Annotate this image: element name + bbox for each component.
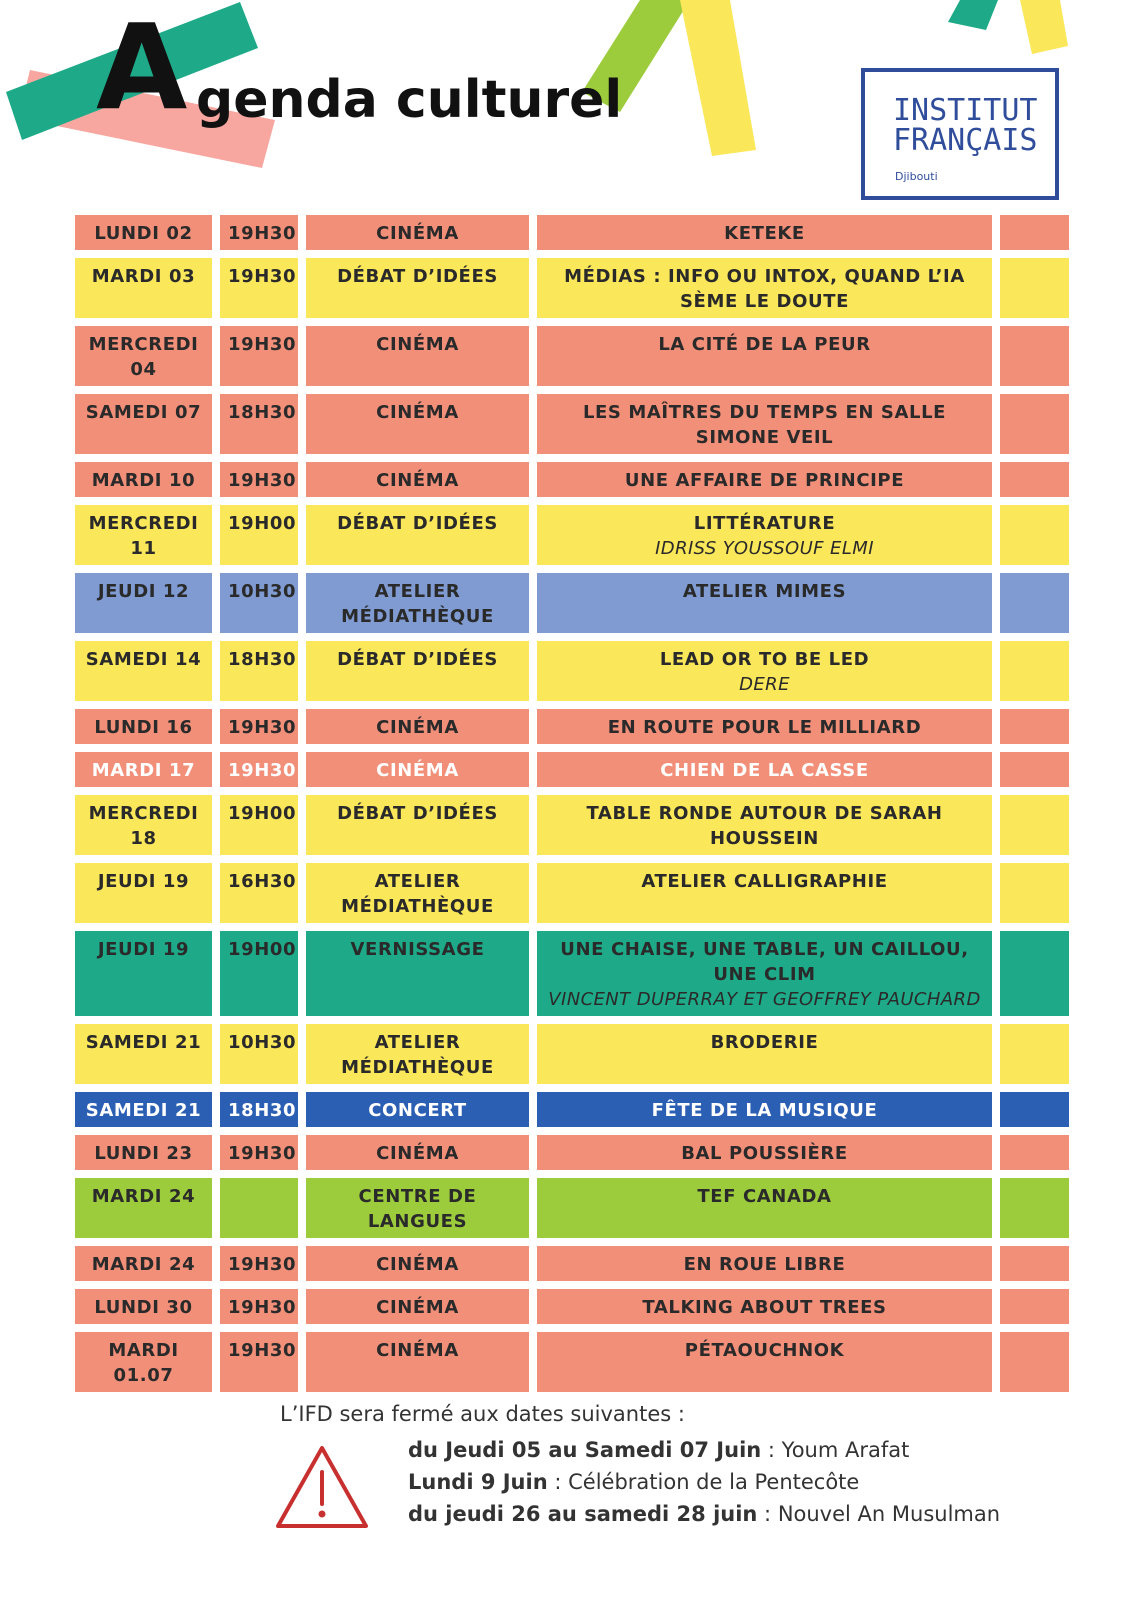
event-title <box>537 258 992 318</box>
deco-teal-strip-right <box>948 0 998 30</box>
event-title <box>537 1024 992 1084</box>
event-extra-cell <box>1000 326 1069 386</box>
institut-francais-logo <box>861 68 1059 200</box>
agenda-row <box>75 795 1069 855</box>
event-day: SAMEDI 07 <box>75 394 212 454</box>
agenda-row <box>75 573 1069 633</box>
event-extra-cell <box>1000 258 1069 318</box>
event-extra-cell <box>1000 394 1069 454</box>
event-category: CINÉMA <box>306 1246 529 1281</box>
event-day: MARDI 24 <box>75 1246 212 1281</box>
event-subtitle: VINCENT DUPERRAY ET GEOFFREY PAUCHARD <box>548 989 981 1010</box>
event-time: 19H30 <box>220 462 298 497</box>
agenda-row <box>75 1024 1069 1084</box>
event-time: 10H30 <box>220 1024 298 1084</box>
event-title <box>537 863 992 923</box>
event-title <box>537 1135 992 1170</box>
event-category: DÉBAT D’IDÉES <box>306 641 529 701</box>
event-category: ATELIER MÉDIATHÈQUE <box>306 863 529 923</box>
event-extra-cell <box>1000 641 1069 701</box>
event-time: 19H30 <box>220 258 298 318</box>
event-title <box>537 326 992 386</box>
logo-subtitle: Djibouti <box>895 170 938 183</box>
event-time: 19H30 <box>220 709 298 744</box>
event-title-text: UNE AFFAIRE DE PRINCIPE <box>624 470 905 491</box>
event-category: CINÉMA <box>306 752 529 787</box>
closure-separator: : <box>761 1438 782 1462</box>
event-title-text: EN ROUE LIBRE <box>683 1254 846 1275</box>
deco-yellow-strip <box>680 0 756 156</box>
event-title <box>537 462 992 497</box>
agenda-row <box>75 1135 1069 1170</box>
agenda-row <box>75 709 1069 744</box>
event-extra-cell <box>1000 1135 1069 1170</box>
logo-line-1: INSTITUT <box>893 93 1038 128</box>
agenda-table <box>75 215 1069 1400</box>
event-category: CINÉMA <box>306 1289 529 1324</box>
event-time: 18H30 <box>220 641 298 701</box>
event-title-text: ATELIER CALLIGRAPHIE <box>641 871 888 892</box>
event-title <box>537 641 992 701</box>
closure-intro: L’IFD sera fermé aux dates suivantes : <box>280 1402 685 1426</box>
event-extra-cell <box>1000 752 1069 787</box>
event-time: 16H30 <box>220 863 298 923</box>
event-title-text: ATELIER MIMES <box>682 581 847 602</box>
event-extra-cell <box>1000 573 1069 633</box>
closure-dates: Lundi 9 Juin <box>408 1470 548 1494</box>
event-day: JEUDI 12 <box>75 573 212 633</box>
event-title-text: LEAD OR TO BE LED <box>659 649 870 670</box>
event-time: 18H30 <box>220 394 298 454</box>
event-title-text: UNE CHAISE, UNE TABLE, UN CAILLOU, UNE CLIM <box>560 939 969 985</box>
event-title-text: CHIEN DE LA CASSE <box>660 760 869 781</box>
event-title <box>537 394 992 454</box>
event-subtitle: IDRISS YOUSSOUF ELMI <box>655 538 874 559</box>
event-title <box>537 1332 992 1392</box>
event-title-text: MÉDIAS : INFO OU INTOX, QUAND L’IA SÈME LE DOUTE <box>564 266 965 312</box>
event-time: 19H00 <box>220 505 298 565</box>
event-title <box>537 752 992 787</box>
agenda-row <box>75 641 1069 701</box>
event-day: MARDI 03 <box>75 258 212 318</box>
event-day: MERCREDI 11 <box>75 505 212 565</box>
event-time: 19H30 <box>220 1246 298 1281</box>
event-title <box>537 1246 992 1281</box>
event-extra-cell <box>1000 215 1069 250</box>
event-day: MERCREDI 04 <box>75 326 212 386</box>
event-extra-cell <box>1000 863 1069 923</box>
event-title <box>537 1289 992 1324</box>
event-category: DÉBAT D’IDÉES <box>306 795 529 855</box>
event-time: 10H30 <box>220 573 298 633</box>
event-day: LUNDI 02 <box>75 215 212 250</box>
event-extra-cell <box>1000 1178 1069 1238</box>
event-time: 19H00 <box>220 931 298 1016</box>
agenda-row <box>75 1246 1069 1281</box>
event-day: SAMEDI 14 <box>75 641 212 701</box>
event-extra-cell <box>1000 1332 1069 1392</box>
event-day: SAMEDI 21 <box>75 1092 212 1127</box>
event-time: 19H30 <box>220 1332 298 1392</box>
closure-reason: Célébration de la Pentecôte <box>568 1470 860 1494</box>
event-title <box>537 1178 992 1238</box>
event-extra-cell <box>1000 1092 1069 1127</box>
event-title-text: BAL POUSSIÈRE <box>681 1143 848 1164</box>
event-title-text: PÉTAOUCHNOK <box>684 1340 845 1361</box>
event-category: CINÉMA <box>306 215 529 250</box>
event-day: MARDI 17 <box>75 752 212 787</box>
closure-item <box>408 1498 1108 1530</box>
agenda-row <box>75 215 1069 250</box>
closure-separator: : <box>757 1502 778 1526</box>
closure-dates: du Jeudi 05 au Samedi 07 Juin <box>408 1438 762 1462</box>
event-category: VERNISSAGE <box>306 931 529 1016</box>
event-day: MARDI 01.07 <box>75 1332 212 1392</box>
event-category: CINÉMA <box>306 1332 529 1392</box>
event-day: MERCREDI 18 <box>75 795 212 855</box>
event-time: 19H30 <box>220 1135 298 1170</box>
event-title <box>537 215 992 250</box>
event-category: ATELIER MÉDIATHÈQUE <box>306 1024 529 1084</box>
event-title-text: LITTÉRATURE <box>693 513 836 534</box>
event-day: LUNDI 30 <box>75 1289 212 1324</box>
closure-item <box>408 1466 1108 1498</box>
event-time: 19H00 <box>220 795 298 855</box>
event-title-text: TEF CANADA <box>697 1186 832 1207</box>
closure-item <box>408 1434 1108 1466</box>
title-initial: A <box>96 0 188 136</box>
event-day: SAMEDI 21 <box>75 1024 212 1084</box>
event-category: CONCERT <box>306 1092 529 1127</box>
event-category: CINÉMA <box>306 462 529 497</box>
event-extra-cell <box>1000 1024 1069 1084</box>
closure-reason: Youm Arafat <box>781 1438 910 1462</box>
closure-dates: du jeudi 26 au samedi 28 juin <box>408 1502 758 1526</box>
agenda-row <box>75 931 1069 1016</box>
event-category: CENTRE DE LANGUES <box>306 1178 529 1238</box>
event-title-text: EN ROUTE POUR LE MILLIARD <box>607 717 922 738</box>
event-extra-cell <box>1000 1289 1069 1324</box>
event-category: CINÉMA <box>306 394 529 454</box>
event-time: 19H30 <box>220 215 298 250</box>
deco-yellow-strip-right <box>1020 0 1068 54</box>
event-title-text: LA CITÉ DE LA PEUR <box>658 334 871 355</box>
agenda-row <box>75 752 1069 787</box>
event-title <box>537 931 992 1016</box>
agenda-row <box>75 1289 1069 1324</box>
event-title <box>537 573 992 633</box>
event-title-text: LES MAÎTRES DU TEMPS EN SALLE SIMONE VEIL <box>582 402 947 448</box>
event-category: ATELIER MÉDIATHÈQUE <box>306 573 529 633</box>
agenda-row <box>75 505 1069 565</box>
closure-separator: : <box>547 1470 569 1494</box>
event-day: JEUDI 19 <box>75 931 212 1016</box>
event-extra-cell <box>1000 505 1069 565</box>
event-category: CINÉMA <box>306 326 529 386</box>
event-title-text: TABLE RONDE AUTOUR DE SARAH HOUSSEIN <box>586 803 943 849</box>
event-time: 18H30 <box>220 1092 298 1127</box>
agenda-row <box>75 1178 1069 1238</box>
agenda-row <box>75 1332 1069 1392</box>
agenda-row <box>75 326 1069 386</box>
event-subtitle: DERE <box>739 674 790 695</box>
agenda-row <box>75 394 1069 454</box>
agenda-row <box>75 1092 1069 1127</box>
agenda-row <box>75 863 1069 923</box>
event-time: 19H30 <box>220 752 298 787</box>
event-extra-cell <box>1000 709 1069 744</box>
event-title <box>537 1092 992 1127</box>
closure-list <box>408 1434 1108 1530</box>
event-time <box>220 1178 298 1238</box>
event-extra-cell <box>1000 462 1069 497</box>
event-extra-cell <box>1000 931 1069 1016</box>
event-time: 19H30 <box>220 1289 298 1324</box>
event-title-text: KETEKE <box>724 223 805 244</box>
event-title <box>537 795 992 855</box>
event-day: MARDI 10 <box>75 462 212 497</box>
event-title-text: TALKING ABOUT TREES <box>642 1297 887 1318</box>
title-rest: genda culturel <box>196 70 623 130</box>
event-title-text: BRODERIE <box>710 1032 819 1053</box>
event-category: DÉBAT D’IDÉES <box>306 258 529 318</box>
event-title-text: FÊTE DE LA MUSIQUE <box>651 1100 878 1121</box>
warning-triangle-icon <box>274 1444 370 1530</box>
event-day: LUNDI 16 <box>75 709 212 744</box>
agenda-row <box>75 462 1069 497</box>
closure-notice <box>280 1400 1100 1526</box>
agenda-row <box>75 258 1069 318</box>
event-extra-cell <box>1000 1246 1069 1281</box>
event-day: MARDI 24 <box>75 1178 212 1238</box>
logo-line-2: FRANÇAIS <box>893 123 1038 158</box>
event-category: CINÉMA <box>306 709 529 744</box>
event-extra-cell <box>1000 795 1069 855</box>
closure-reason: Nouvel An Musulman <box>777 1502 1001 1526</box>
event-category: DÉBAT D’IDÉES <box>306 505 529 565</box>
event-category: CINÉMA <box>306 1135 529 1170</box>
event-time: 19H30 <box>220 326 298 386</box>
event-title <box>537 709 992 744</box>
event-day: JEUDI 19 <box>75 863 212 923</box>
event-title <box>537 505 992 565</box>
event-day: LUNDI 23 <box>75 1135 212 1170</box>
